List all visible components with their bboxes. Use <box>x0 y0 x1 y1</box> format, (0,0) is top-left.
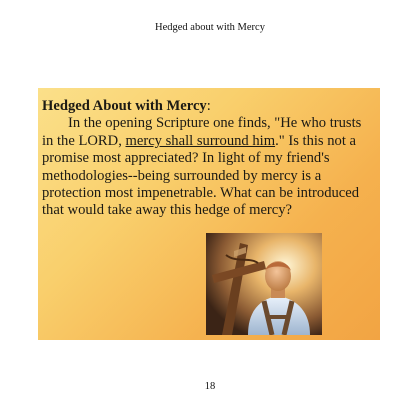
slide <box>38 88 380 340</box>
page-header: Hedged about with Mercy <box>155 22 265 33</box>
slide-title: Hedged About with Mercy <box>42 98 207 114</box>
underlined-quote: mercy shall surround him <box>125 132 276 149</box>
slide-body-start: In the opening Scripture one finds, "He who trusts in the LORD, <box>42 115 362 149</box>
slide-title-colon: : <box>206 98 211 114</box>
slide-text <box>42 98 376 220</box>
slide-body-end: ." Is this not a promise most appreciated? In light of my friend's methodologies--being surrounded by mercy is a protection most impenetrable. What can be introduced that would take away this hedge of mercy? <box>42 132 360 219</box>
man-facing-cross-image <box>206 233 322 335</box>
page-number: 18 <box>204 381 216 392</box>
